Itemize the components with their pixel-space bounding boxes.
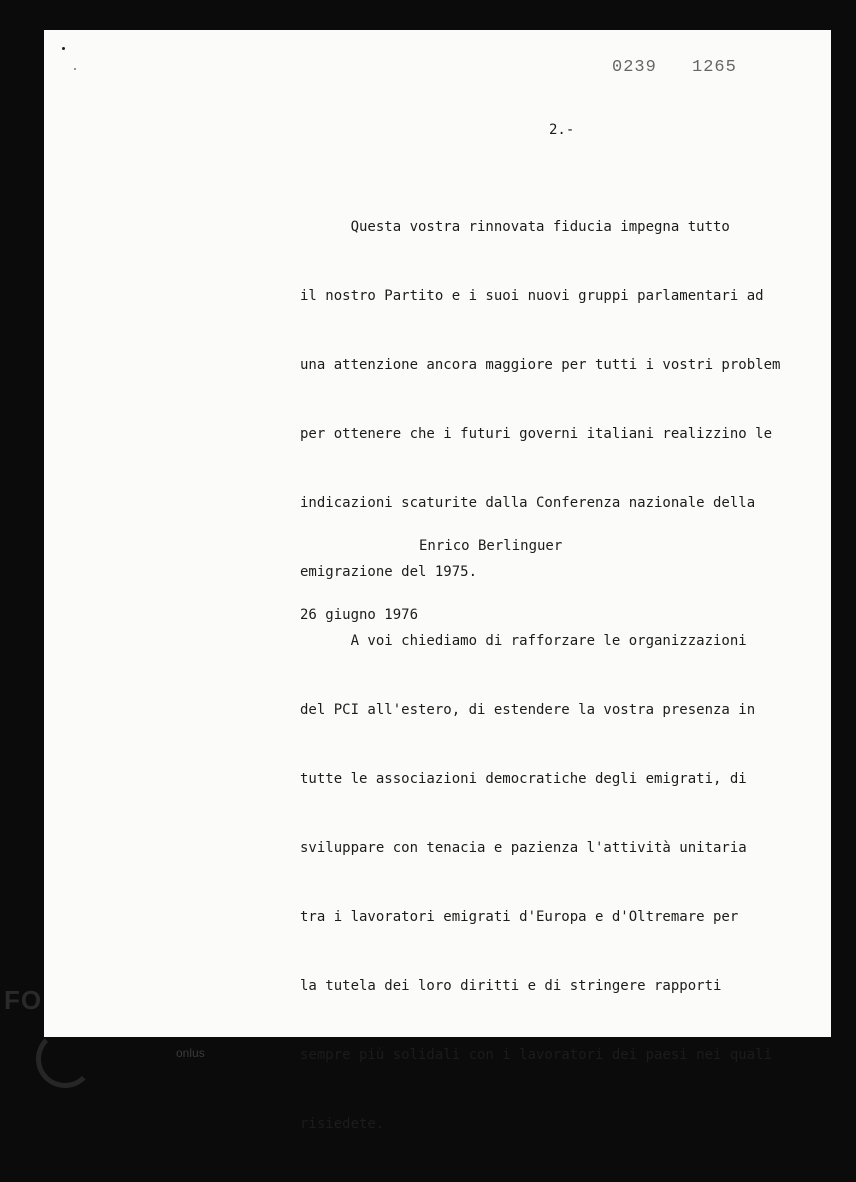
body-line: il nostro Partito e i suoi nuovi gruppi parlamentari ad (300, 288, 764, 304)
ink-dot (62, 47, 65, 50)
signature: Enrico Berlinguer (419, 538, 563, 554)
body-line: del PCI all'estero, di estendere la vostra presenza in (300, 702, 756, 718)
ink-dot (74, 68, 76, 70)
watermark-logo-icon (36, 1030, 94, 1088)
page-number: 2.- (549, 122, 575, 138)
watermark-onlus: onlus (176, 1046, 205, 1060)
body-line: sempre più solidali con i lavoratori dei paesi nei quali (300, 1047, 773, 1063)
body-line: la tutela dei loro diritti e di stringere rapporti (300, 978, 722, 994)
body-line: risiedete. (300, 1116, 385, 1132)
body-line: Questa vostra rinnovata fiducia impegna tutto (300, 219, 730, 235)
body-line: tutte le associazioni democratiche degli emigrati, di (300, 771, 747, 787)
archive-number: 0239 (612, 58, 657, 77)
watermark-text: FO (4, 985, 43, 1015)
archive-number: 1265 (692, 58, 737, 77)
body-line: una attenzione ancora maggiore per tutti i vostri problem (300, 357, 781, 373)
body-line: sviluppare con tenacia e pazienza l'attività unitaria (300, 840, 747, 856)
body-line: emigrazione del 1975. (300, 564, 478, 580)
body-line: indicazioni scaturite dalla Conferenza nazionale della (300, 495, 756, 511)
body-line: per ottenere che i futuri governi italiani realizzino le (300, 426, 773, 442)
body-line: A voi chiediamo di rafforzare le organizzazioni (300, 633, 747, 649)
document-date: 26 giugno 1976 (300, 607, 419, 623)
letter-body (300, 170, 830, 1182)
body-line: tra i lavoratori emigrati d'Europa e d'Oltremare per (300, 909, 739, 925)
